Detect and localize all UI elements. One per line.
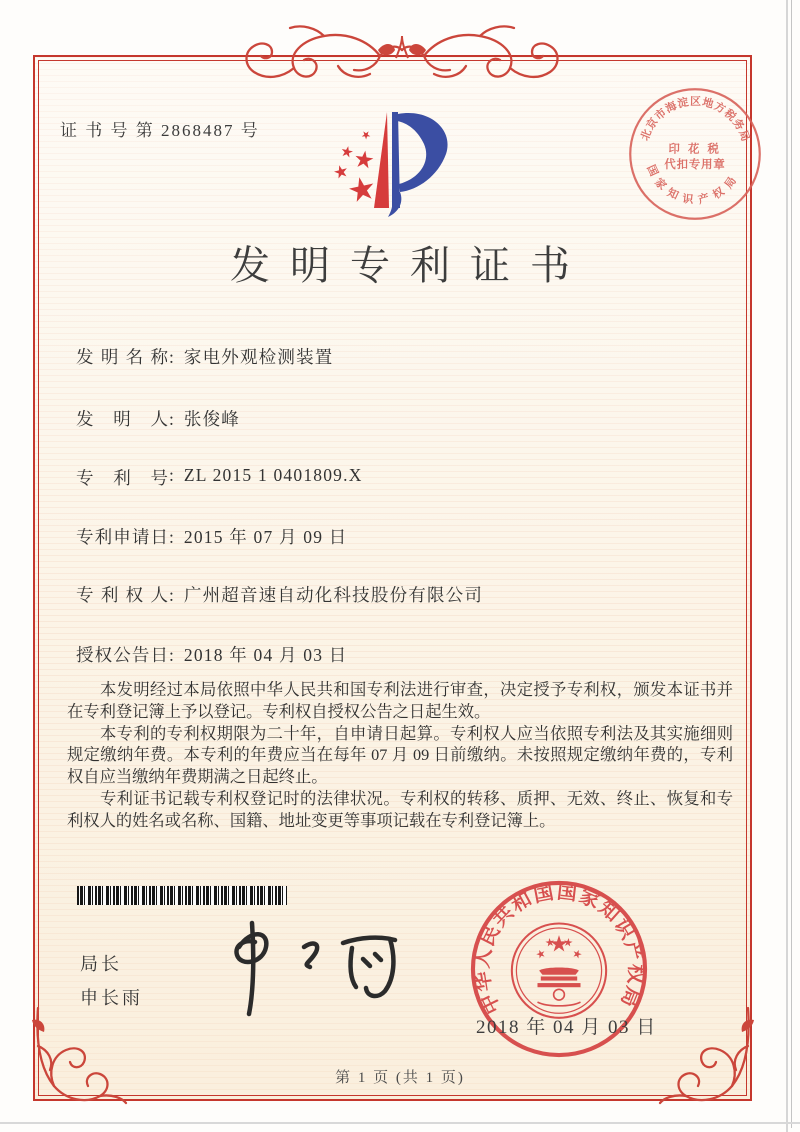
tax-stamp-bottom-text: 国家知识产权局 <box>644 163 743 207</box>
director-signature <box>205 916 430 1018</box>
floral-ornament-bottom-right <box>658 1006 758 1106</box>
logo-blue-p <box>388 112 448 217</box>
director-name: 申长雨 <box>80 988 143 1008</box>
logo-stars <box>333 129 377 203</box>
field-grant-date: 授权公告日: 2018 年 04 月 03 日 <box>76 645 348 665</box>
paragraph-term-fees: 本专利的专利权期限为二十年，自申请日起算。专利权人应当依照专利法及其实施细则规定缴纳年费。本专利的年费应当在每年 07 月 09 日前缴纳。未按照规定缴纳年费的，专利权自应当缴纳年费期满之日起终止。 <box>67 723 733 787</box>
floral-ornament-bottom-left <box>28 1006 128 1106</box>
tax-stamp-line2: 代扣专用章 <box>664 159 726 171</box>
scan-edge <box>0 1122 800 1124</box>
field-patent-number: 专利号: ZL 2015 1 0401809.X <box>76 465 363 488</box>
page-number: 第 1 页 (共 1 页) <box>335 1070 465 1086</box>
svg-text:中华人民共和国国家知识产权局 <box>470 881 648 1018</box>
tax-stamp-seal <box>625 84 765 224</box>
director-title: 局长 <box>80 954 122 974</box>
certificate-number: 证 书 号 第 2868487 号 <box>60 121 260 140</box>
field-application-date: 专利申请日: 2015 年 07 月 09 日 <box>76 527 348 547</box>
cnipa-logo <box>326 102 478 222</box>
field-invention-name: 发明名称: 家电外观检测装置 <box>76 347 334 367</box>
barcode <box>77 886 287 905</box>
svg-text:北京市海淀区地方税务局 <box>638 94 752 144</box>
logo-red-wedge <box>374 112 389 208</box>
seal-ring-text: 中华人民共和国国家知识产权局 <box>471 881 647 1018</box>
certificate-title: 发明专利证书 <box>230 243 590 288</box>
field-patentee: 专利权人: 广州超音速自动化科技股份有限公司 <box>76 585 484 605</box>
paragraph-grant: 本发明经过本局依照中华人民共和国专利法进行审查，决定授予专利权，颁发本证书并在专利登记簿上予以登记。专利权自授权公告之日起生效。 <box>67 680 733 721</box>
national-emblem <box>512 924 606 1018</box>
dragon-ornament-top <box>228 20 576 96</box>
legal-text <box>67 679 733 832</box>
field-inventor: 发明人: 张俊峰 <box>76 409 240 429</box>
scan-edge <box>791 0 792 1128</box>
scan-edge <box>786 0 788 1132</box>
paragraph-register: 专利证书记载专利权登记时的法律状况。专利权的转移、质押、无效、终止、恢复和专利权人的姓名或名称、国籍、地址变更等事项记载在专利登记簿上。 <box>67 788 733 830</box>
seal-date: 2018 年 04 月 03 日 <box>476 1017 657 1038</box>
tax-stamp-line1: 印 花 税 <box>668 143 722 156</box>
tax-stamp-top-text: 北京市海淀区地方税务局 <box>638 95 752 144</box>
